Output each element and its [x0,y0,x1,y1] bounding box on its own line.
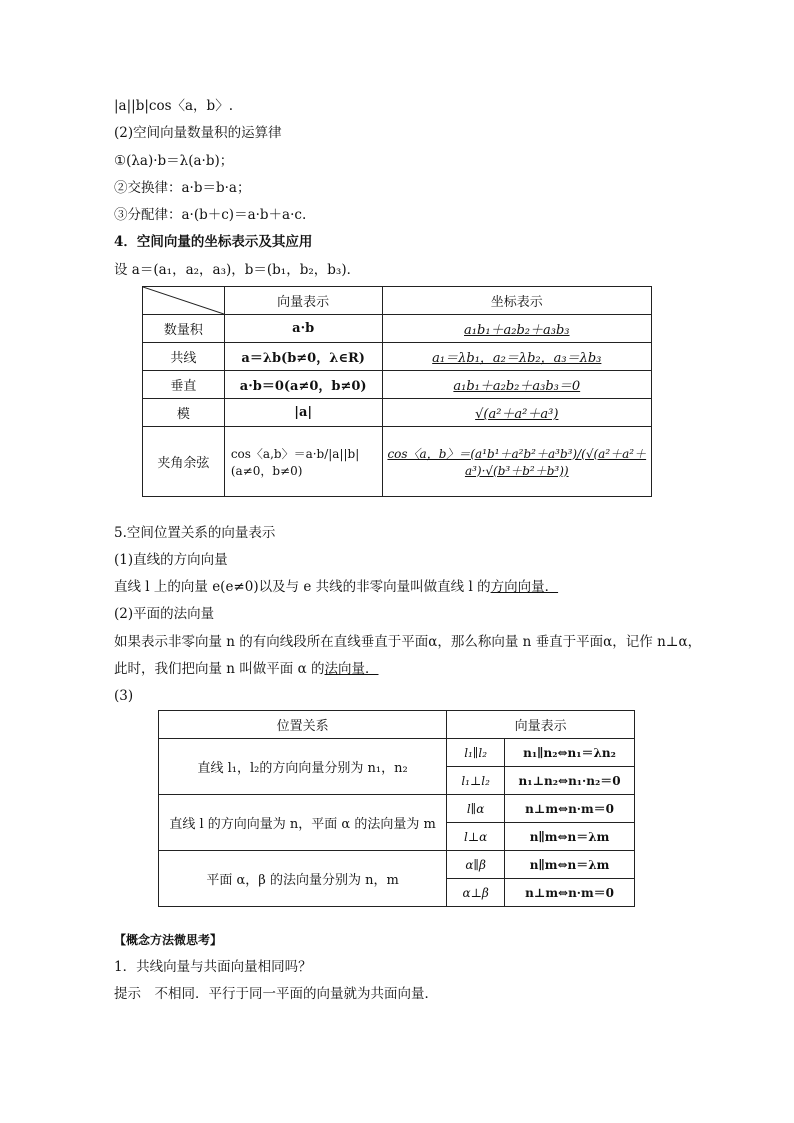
vector-expression: n₁∥n₂⇔n₁＝λn₂ [505,739,635,767]
vector-expression: n∥m⇔n＝λm [505,851,635,879]
underlined-term: 法向量． [324,661,379,677]
relation-symbol: l₁∥l₂ [447,739,505,767]
diagonal-header-cell [143,287,225,315]
relation-symbol: l₁⊥l₂ [447,767,505,795]
text-line: (1)直线的方向向量 [114,552,228,568]
vector-coordinate-table [142,286,652,497]
text-line: 如果表示非零向量 n 的有向线段所在直线垂直于平面α，那么称向量 n 垂直于平面α，记作 n⊥α， [114,634,702,650]
answer-text: 提示 不相同．平行于同一平面的向量就为共面向量． [114,986,438,1002]
coordinate-cell: a₁b₁＋a₂b₂＋a₃b₃＝0 [382,371,651,399]
coordinate-cell: √(a²＋a²＋a³) [382,399,651,427]
underlined-term: 方向向量． [490,579,559,595]
text-line: (2)空间向量数量积的运算律 [114,125,282,141]
header-relation: 位置关系 [159,711,447,739]
relation-symbol: l⊥α [447,823,505,851]
vector-cell: |a| [224,399,382,427]
relation-symbol: α∥β [447,851,505,879]
text-line [114,578,558,596]
vector-cell: a·b [224,315,382,343]
row-label: 夹角余弦 [143,427,225,497]
relation-symbol: l∥α [447,795,505,823]
vector-cell: cos〈a,b〉＝a·b/|a||b|(a≠0，b≠0) [224,427,382,497]
relation-description: 直线 l 的方向向量为 n，平面 α 的法向量为 m [159,795,447,851]
row-label: 模 [143,399,225,427]
header-vector: 向量表示 [224,287,382,315]
section-heading: 【概念方法微思考】 [114,933,223,947]
row-label: 垂直 [143,371,225,399]
vector-cell: a·b＝0(a≠0，b≠0) [224,371,382,399]
vector-expression: n∥m⇔n＝λm [505,823,635,851]
section-heading: 4．空间向量的坐标表示及其应用 [114,234,313,250]
paragraph-text: 此时，我们把向量 n 叫做平面 α 的 [114,661,325,677]
vector-expression: n₁⊥n₂⇔n₁·n₂＝0 [505,767,635,795]
text-line: |a||b|cos〈a，b〉. [114,98,233,114]
text-line: (3) [114,688,134,704]
coordinate-cell: cos〈a，b〉＝(a¹b¹＋a²b²＋a³b³)/(√(a²＋a²＋a³)·√(b³＋b²＋b³)) [382,427,651,497]
text-line: ③分配律：a·(b＋c)＝a·b＋a·c. [114,207,307,223]
text-line: 设 a＝(a₁，a₂，a₃)，b＝(b₁，b₂，b₃)． [114,262,361,278]
section-heading: 5.空间位置关系的向量表示 [114,525,276,541]
text-line: ②交换律：a·b＝b·a； [114,180,251,196]
relation-description: 平面 α，β 的法向量分别为 n，m [159,851,447,907]
row-label: 共线 [143,343,225,371]
relation-description: 直线 l₁，l₂的方向向量分别为 n₁，n₂ [159,739,447,795]
text-line: ①(λa)·b＝λ(a·b)； [114,153,234,169]
paragraph-text: 直线 l 上的向量 e(e≠0)以及与 e 共线的非零向量叫做直线 l 的 [114,579,491,595]
vector-cell: a＝λb(b≠0，λ∈R) [224,343,382,371]
position-relation-table [158,710,635,907]
coordinate-cell: a₁b₁＋a₂b₂＋a₃b₃ [382,315,651,343]
row-label: 数量积 [143,315,225,343]
relation-symbol: α⊥β [447,879,505,907]
header-vector: 向量表示 [447,711,635,739]
coordinate-cell: a₁＝λb₁，a₂＝λb₂，a₃＝λb₃ [382,343,651,371]
vector-expression: n⊥m⇔n·m＝0 [505,795,635,823]
text-line: (2)平面的法向量 [114,606,215,622]
text-line [114,660,378,678]
vector-expression: n⊥m⇔n·m＝0 [505,879,635,907]
header-coordinate: 坐标表示 [382,287,651,315]
question-text: 1．共线向量与共面向量相同吗？ [114,959,312,975]
